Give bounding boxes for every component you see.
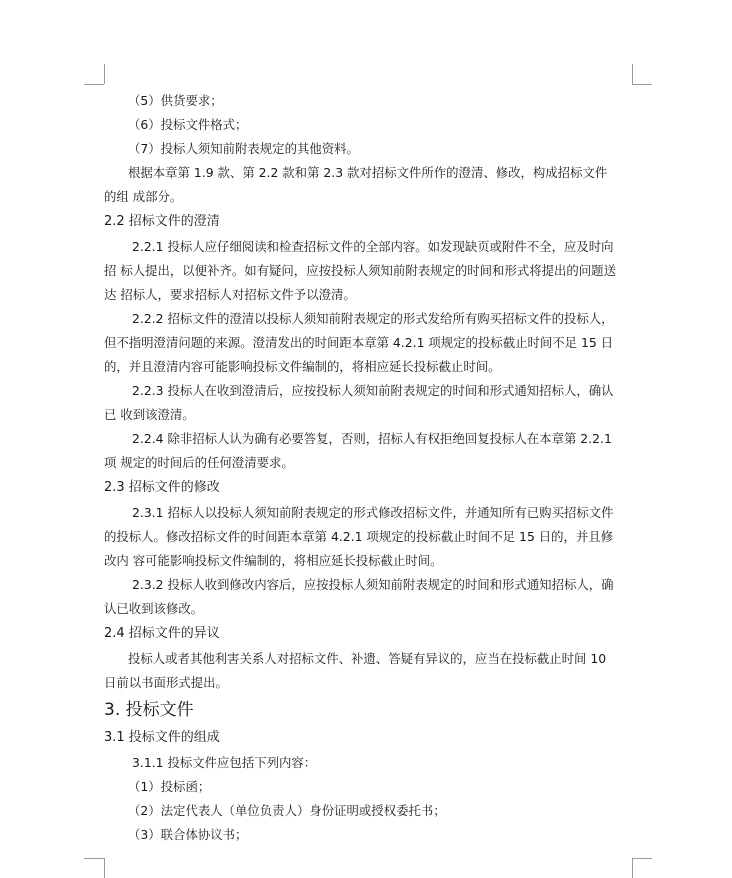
text-line: 2.2.3 投标人在收到澄清后，应按投标人须知前附表规定的时间和形式通知招标人，确认 [132,383,614,398]
text-line: 日前以书面形式提出。 [104,675,228,690]
crop-mark-top-left-v [104,64,105,84]
crop-mark-top-right-v [632,64,633,84]
text-line: 的组 成部分。 [104,189,183,204]
text-line: （7）投标人须知前附表规定的其他资料。 [128,141,359,156]
text-line: 3.1.1 投标文件应包括下列内容： [132,755,317,770]
text-line: 的投标人。修改招标文件的时间距本章第 4.2.1 项规定的投标截止时间不足 15 日的，并且修 [104,529,614,544]
section-heading: 3.1 投标文件的组成 [104,730,220,745]
text-line: 已 收到该澄清。 [104,407,195,422]
text-line: 2.3.2 投标人收到修改内容后，应按投标人须知前附表规定的时间和形式通知招标人，确 [132,577,614,592]
text-line: 但不指明澄清问题的来源。澄清发出的时间距本章第 4.2.1 项规定的投标截止时间不足 15 日 [104,335,614,350]
text-line: （2）法定代表人（单位负责人）身份证明或授权委托书； [128,803,446,818]
section-heading: 2.3 招标文件的修改 [104,480,220,495]
crop-mark-bottom-right-h [632,858,652,859]
text-line: （5）供货要求； [128,93,223,108]
text-line: 根据本章第 1.9 款、第 2.2 款和第 2.3 款对招标文件所作的澄清、修改，构成招标文件 [128,165,608,180]
text-line: （3）联合体协议书； [128,827,248,842]
text-line: 2.2.2 招标文件的澄清以投标人须知前附表规定的形式发给所有购买招标文件的投标人， [132,311,614,326]
text-line: 达 招标人，要求招标人对招标文件予以澄清。 [104,287,356,302]
section-heading: 2.4 招标文件的异议 [104,626,220,641]
text-line: 的，并且澄清内容可能影响投标文件编制的，将相应延长投标截止时间。 [104,359,501,374]
crop-mark-bottom-left-v [104,858,105,878]
section-heading: 2.2 招标文件的澄清 [104,214,220,229]
crop-mark-bottom-right-v [632,858,633,878]
text-line: （1）投标函； [128,779,211,794]
text-line: 项 规定的时间后的任何澄清要求。 [104,455,294,470]
document-body [104,89,628,847]
text-line: （6）投标文件格式； [128,117,248,132]
text-line: 2.2.1 投标人应仔细阅读和检查招标文件的全部内容。如发现缺页或附件不全，应及时向 [132,239,614,254]
crop-mark-top-left-h [84,84,104,85]
text-line: 2.2.4 除非招标人认为确有必要答复，否则，招标人有权拒绝回复投标人在本章第 2.2.1 [132,431,612,446]
text-line: 投标人或者其他利害关系人对招标文件、补遗、答疑有异议的，应当在投标截止时间 10 [128,651,607,666]
text-line: 改内 容可能影响投标文件编制的，将相应延长投标截止时间。 [104,553,443,568]
crop-mark-top-right-h [632,84,652,85]
text-line: 2.3.1 招标人以投标人须知前附表规定的形式修改招标文件，并通知所有已购买招标文件 [132,505,614,520]
chapter-heading: 3. 投标文件 [104,700,194,720]
text-line: 招 标人提出，以便补齐。如有疑问，应按投标人须知前附表规定的时间和形式将提出的问题送 [104,263,616,278]
text-line: 认已收到该修改。 [104,601,204,616]
crop-mark-bottom-left-h [84,858,104,859]
